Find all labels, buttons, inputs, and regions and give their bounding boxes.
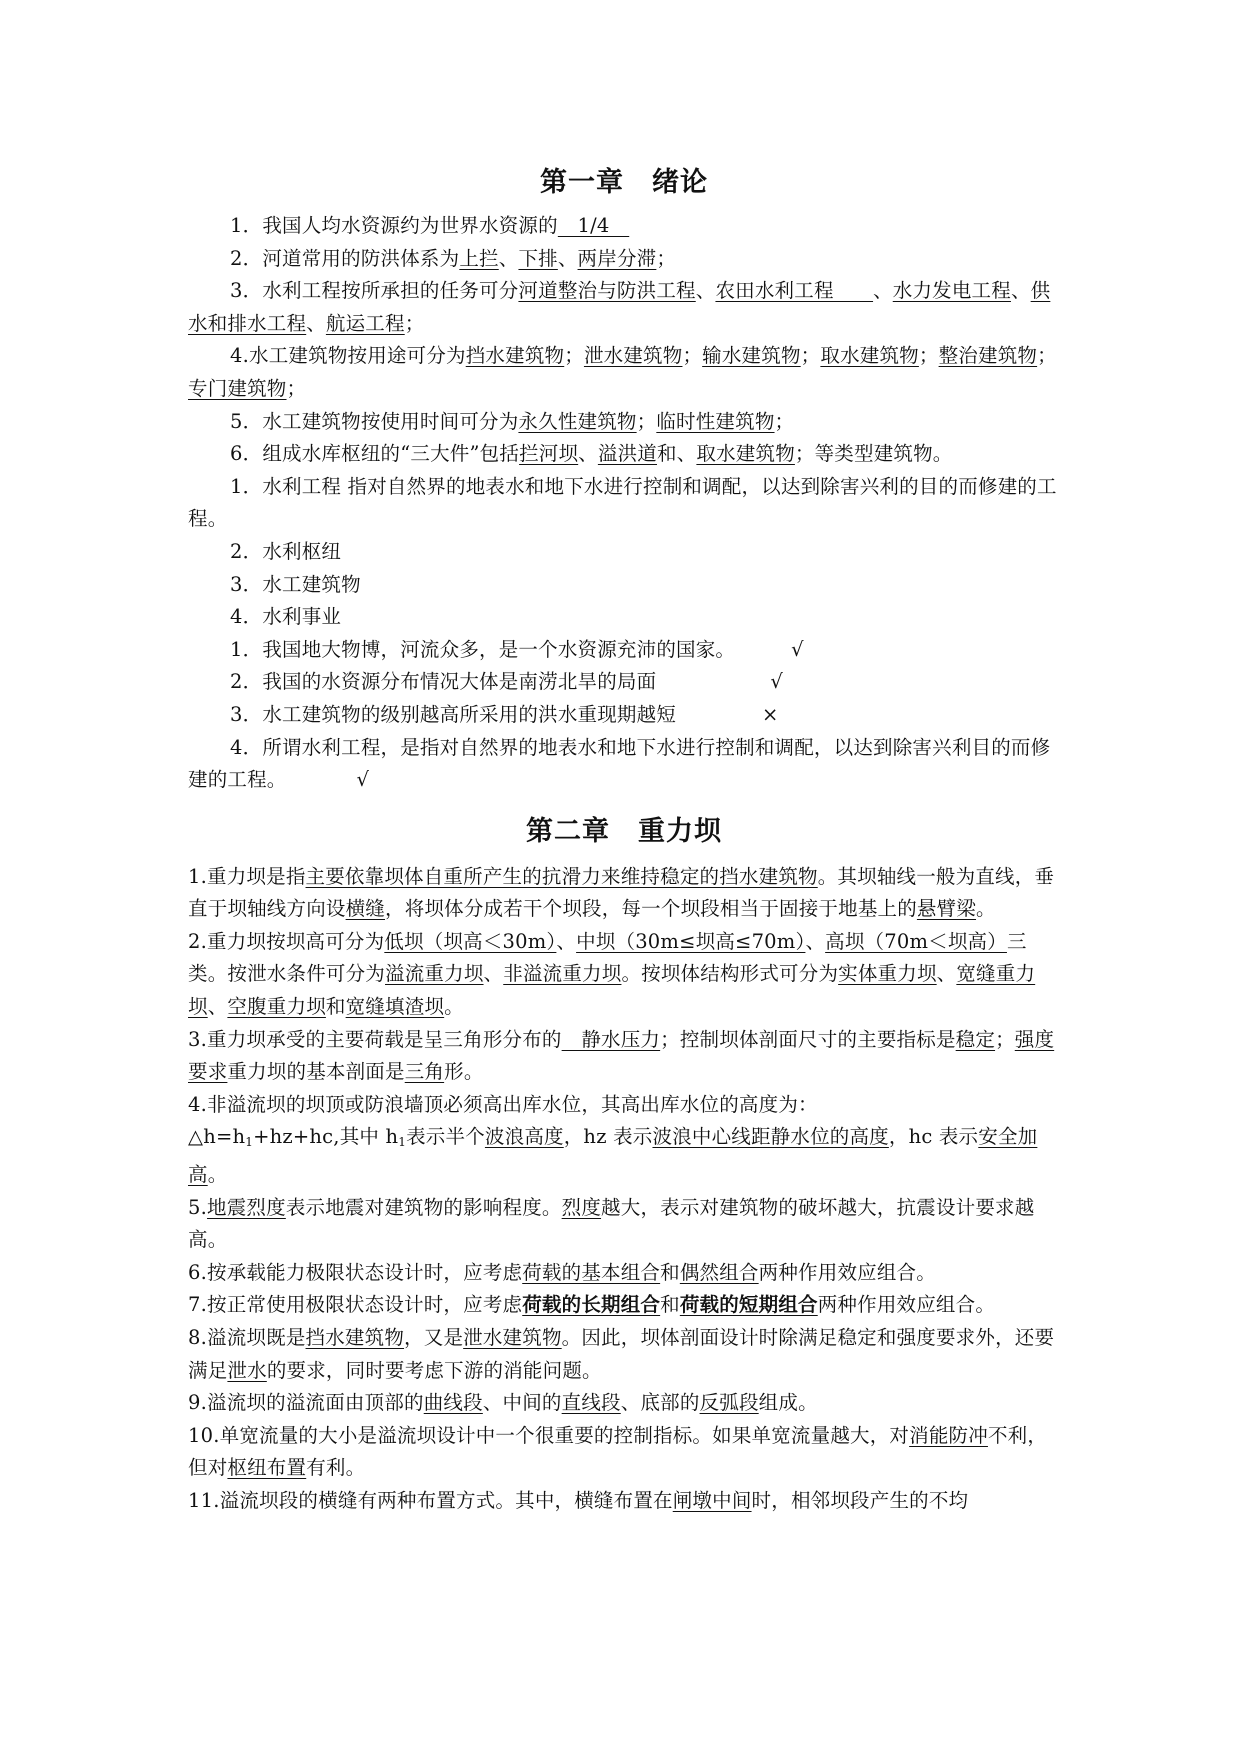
ch2-question-7 xyxy=(188,1289,1060,1322)
text-run: 和 xyxy=(325,995,346,1019)
answer: 宽缝重力坝 xyxy=(188,962,1036,1019)
text-run: ； xyxy=(286,376,307,400)
text-run: 我国地大物博，河流众多，是一个水资源充沛的国家。 xyxy=(262,637,736,661)
text-run: 、 xyxy=(556,929,577,953)
judge-mark: √ xyxy=(356,768,370,792)
answer: 溢洪道 xyxy=(597,442,657,466)
text-run: 2. xyxy=(188,929,208,953)
answer: 消能防冲 xyxy=(909,1423,988,1447)
ch2-question-1 xyxy=(188,861,1060,926)
chapter1-title: 第一章 绪论 xyxy=(540,167,708,198)
judge-mark: √ xyxy=(791,637,804,661)
answer: 宽缝填渣坝 xyxy=(345,995,445,1019)
text-run: ； xyxy=(918,344,939,368)
judge-mark: × xyxy=(762,702,779,726)
text-run: 水工建筑物的级别越高所采用的洪水重现期越短 xyxy=(262,702,677,726)
fill-question-2 xyxy=(188,243,1060,276)
text-run: 越大，表示对建筑物的破坏越大，抗震设计要求越高。 xyxy=(188,1195,1035,1252)
answer: 取水建筑物 xyxy=(696,442,795,466)
text-run: 。其坝轴线一般为直线，垂直于坝轴线方向设 xyxy=(188,864,1055,921)
answer: 波浪高度 xyxy=(484,1125,564,1149)
text-run: ； xyxy=(800,344,821,368)
text-run: 。 xyxy=(976,897,996,921)
text-run: 2． xyxy=(230,539,263,563)
answer: 空腹重力坝 xyxy=(227,995,326,1019)
answer: 农田水利工程 xyxy=(715,279,874,303)
text-run: 、 xyxy=(498,246,519,270)
text-run: 1 xyxy=(245,1135,254,1150)
answer: 泄水 xyxy=(227,1358,267,1382)
answer: 烈度 xyxy=(561,1195,602,1219)
text-run: 2． xyxy=(230,670,263,694)
fill-question-6 xyxy=(188,438,1060,471)
page-content xyxy=(188,160,1060,1518)
ch2-question-6 xyxy=(188,1257,1060,1290)
text-run: 单宽流量的大小是溢流坝设计中一个很重要的控制指标。如果单宽流量越大，对 xyxy=(219,1423,910,1447)
term-3 xyxy=(188,569,1060,602)
fill-question-5 xyxy=(188,406,1060,439)
text-run: ； xyxy=(995,1027,1015,1051)
formula: △h=h xyxy=(188,1125,246,1149)
answer: 取水建筑物 xyxy=(820,344,919,368)
text-run: 。 xyxy=(207,1163,228,1187)
text-run: ；等类型建筑物。 xyxy=(794,442,953,466)
fill-question-1 xyxy=(188,210,1060,243)
text-run: 水工建筑物按使用时间可分为 xyxy=(262,409,519,433)
ch2-question-8 xyxy=(188,1322,1060,1387)
text-run: 的要求，同时要考虑下游的消能问题。 xyxy=(266,1358,602,1382)
fill-question-3 xyxy=(188,275,1060,340)
text-run: 我国人均水资源约为世界水资源的 xyxy=(262,214,558,237)
text-run: ，hz 表示 xyxy=(563,1125,653,1149)
text-run: 有利。 xyxy=(306,1456,366,1480)
ch2-question-3 xyxy=(188,1024,1060,1089)
text-run: 。按坝体结构形式可分为 xyxy=(621,962,839,986)
text-run: 、 xyxy=(805,929,826,953)
answer: 枢纽布置 xyxy=(227,1456,307,1480)
ch2-question-5 xyxy=(188,1192,1060,1257)
answer: 整治建筑物 xyxy=(938,344,1038,368)
text-run: 。 xyxy=(444,995,464,1019)
answer: 波浪中心线距静水位的高度 xyxy=(652,1125,889,1149)
text-run: 5. xyxy=(188,1195,208,1219)
text-run: 表示半个 xyxy=(406,1125,485,1149)
text-run: 3． xyxy=(230,702,263,726)
text-run: 溢流坝的溢流面由顶部的 xyxy=(207,1391,424,1415)
answer: 高坝（70m＜坝高） xyxy=(825,929,1007,953)
text-run: ； xyxy=(656,246,677,270)
answer: 地震烈度 xyxy=(207,1195,286,1219)
term-4 xyxy=(188,601,1060,634)
text-run: 、 xyxy=(936,962,957,986)
text-run: 4. xyxy=(188,1092,208,1116)
answer: 永久性建筑物 xyxy=(518,409,637,433)
text-run: 、中间的 xyxy=(482,1391,562,1415)
text-run: 水利工程按所承担的任务可分 xyxy=(262,279,519,303)
text-run: 3． xyxy=(230,279,263,303)
text-run: ； xyxy=(636,409,657,433)
answer: 荷载的短期组合 xyxy=(679,1293,818,1317)
text-run: 重力坝按坝高可分为 xyxy=(207,929,385,953)
text-run: 6． xyxy=(230,442,263,466)
text-run: 溢流坝段的横缝有两种布置方式。其中，横缝布置在 xyxy=(219,1488,673,1512)
text-run: 9. xyxy=(188,1391,208,1415)
answer: 中坝（30m≤坝高≤70m） xyxy=(576,929,806,953)
judge-mark: √ xyxy=(770,670,783,694)
answer: 偶然组合 xyxy=(679,1260,759,1284)
text-run: ，hc 表示 xyxy=(888,1125,979,1149)
text-run: 1． xyxy=(230,637,263,661)
answer: 临时性建筑物 xyxy=(656,409,775,433)
text-run: 4. xyxy=(230,344,250,368)
answer: 供水和排水工程 xyxy=(188,279,1051,335)
text-run: 、 xyxy=(207,995,228,1019)
text-run: 和 xyxy=(660,1260,680,1284)
answer: 曲线段 xyxy=(423,1391,483,1415)
text-run: 3． xyxy=(230,572,263,596)
text-run: 按正常使用极限状态设计时，应考虑 xyxy=(207,1293,523,1317)
answer: 静水压力 xyxy=(561,1027,661,1051)
answer: 强度要求 xyxy=(188,1027,1055,1084)
text-run: 4． xyxy=(230,605,263,629)
text-run: 不利，但对 xyxy=(188,1423,1048,1480)
text-run: ，又是 xyxy=(404,1326,464,1349)
text-run: 重力坝承受的主要荷载是呈三角形分布的 xyxy=(207,1027,562,1051)
ch2-question-11 xyxy=(188,1485,1060,1518)
answer: 两岸分滞 xyxy=(577,246,657,270)
text-run: +hz+hc,其中 h xyxy=(253,1125,399,1149)
answer: 水力发电工程 xyxy=(892,279,1011,303)
text-run: 、底部的 xyxy=(620,1391,700,1415)
text-run: 形。 xyxy=(444,1060,484,1084)
text-run: ； xyxy=(774,409,795,433)
text-run: 1． xyxy=(230,474,263,498)
text-run: 、 xyxy=(557,246,578,270)
answer: 稳定 xyxy=(955,1027,996,1051)
text-run: 。因此，坝体剖面设计时除满足稳定和强度要求外，还要满足 xyxy=(188,1326,1055,1382)
answer: 三角 xyxy=(404,1060,445,1084)
answer: 挡水建筑物 xyxy=(465,344,565,368)
answer: 输水建筑物 xyxy=(702,344,801,368)
answer: 低坝（坝高＜30m） xyxy=(384,929,557,953)
answer: 反弧段 xyxy=(699,1391,759,1415)
answer: 挡水建筑物 xyxy=(305,1326,405,1349)
ch2-question-2 xyxy=(188,926,1060,1024)
text-run: 水利工程 指对自然界的地表水和地下水进行控制和调配，以达到除害兴利的目的而修建的工程。 xyxy=(188,474,1057,531)
text-run: 水利枢纽 xyxy=(262,539,342,563)
text-run: 6. xyxy=(188,1260,208,1284)
answer: 直线段 xyxy=(561,1391,621,1415)
text-run: 我国的水资源分布情况大体是南涝北旱的局面 xyxy=(262,670,657,694)
answer: 非溢流重力坝 xyxy=(503,962,622,986)
text-run: 10. xyxy=(188,1423,220,1447)
term-1 xyxy=(188,471,1060,536)
text-run: 组成。 xyxy=(758,1391,818,1415)
answer: 拦河坝 xyxy=(519,442,579,466)
text-run: 组成水库枢纽的“三大件”包括 xyxy=(262,442,520,466)
text-run: 5． xyxy=(230,409,263,433)
text-run: 三类。按泄水条件可分为 xyxy=(188,929,1027,986)
judge-3 xyxy=(188,699,1060,732)
ch2-question-10 xyxy=(188,1420,1060,1485)
answer: 安全加高 xyxy=(188,1125,1038,1187)
text-run: 表示地震对建筑物的影响程度。 xyxy=(285,1195,562,1219)
text-run: 重力坝是指 xyxy=(207,864,306,888)
text-run: 时，相邻坝段产生的不均 xyxy=(751,1488,969,1512)
text-run: 非溢流坝的坝顶或防浪墙顶必须高出库水位，其高出库水位的高度为： xyxy=(207,1092,818,1116)
text-run: ，将坝体分成若干个坝段，每一个坝段相当于固接于地基上的 xyxy=(385,897,917,921)
text-run: 两种作用效应组合。 xyxy=(817,1293,996,1317)
text-run: 水利事业 xyxy=(262,605,342,629)
answer: 泄水建筑物 xyxy=(463,1326,562,1349)
answer: 下排 xyxy=(518,246,558,270)
text-run: 溢流坝既是 xyxy=(207,1326,306,1349)
text-run: 8. xyxy=(188,1326,208,1349)
answer: 泄水建筑物 xyxy=(583,344,683,368)
text-run: 1. xyxy=(188,864,208,888)
answer: 航运工程 xyxy=(325,311,405,335)
text-run: 、 xyxy=(695,279,716,303)
text-run: 和 xyxy=(660,1293,680,1317)
answer: 1/4 xyxy=(557,214,630,237)
text-run: 、 xyxy=(306,311,326,335)
answer: 专门建筑物 xyxy=(188,376,287,400)
text-run: 水工建筑物按用途可分为 xyxy=(249,344,466,368)
text-run: 、 xyxy=(578,442,598,466)
text-run: 1 xyxy=(398,1135,407,1150)
text-run: 2． xyxy=(230,246,263,270)
answer: 闸墩中间 xyxy=(672,1488,752,1512)
text-run: 重力坝的基本剖面是 xyxy=(227,1060,405,1084)
text-run: 、 xyxy=(1010,279,1031,303)
text-run: ； xyxy=(564,344,584,368)
text-run: 7. xyxy=(188,1293,208,1317)
text-run: 11. xyxy=(188,1488,220,1512)
text-run: 两种作用效应组合。 xyxy=(758,1260,936,1284)
term-2 xyxy=(188,536,1060,569)
text-run: 4． xyxy=(230,735,263,759)
text-run: 、 xyxy=(483,962,504,986)
answer: 横缝 xyxy=(345,897,386,921)
text-run: 、 xyxy=(873,279,893,303)
chapter2-title: 第二章 重力坝 xyxy=(526,815,722,847)
judge-4 xyxy=(188,732,1060,797)
ch2-question-4 xyxy=(188,1089,1060,1192)
answer: 荷载的基本组合 xyxy=(522,1260,661,1284)
text-run: 所谓水利工程，是指对自然界的地表水和地下水进行控制和调配，以达到除害兴利目的而修建的工程。 xyxy=(188,735,1051,792)
answer: 悬臂梁 xyxy=(916,897,977,921)
ch2-question-9 xyxy=(188,1387,1060,1420)
answer: 实体重力坝 xyxy=(838,962,937,986)
answer: 河道整治与防洪工程 xyxy=(518,279,696,303)
text-run: 1． xyxy=(230,214,263,237)
fill-question-4 xyxy=(188,340,1060,405)
text-run: ； xyxy=(1037,344,1057,368)
text-run: 和、 xyxy=(656,442,697,466)
text-run: 3. xyxy=(188,1027,208,1051)
text-run: 水工建筑物 xyxy=(262,572,361,596)
text-run: 按承载能力极限状态设计时，应考虑 xyxy=(207,1260,523,1284)
text-run: ；控制坝体剖面尺寸的主要指标是 xyxy=(660,1027,956,1051)
answer: 上拦 xyxy=(459,246,499,270)
judge-1 xyxy=(188,634,1060,667)
answer: 主要依靠坝体自重所产生的抗滑力来维持稳定的挡水建筑物 xyxy=(305,864,818,888)
answer: 荷载的长期组合 xyxy=(522,1293,661,1317)
text-run: ； xyxy=(404,311,425,335)
text-run: ； xyxy=(682,344,703,368)
text-run: 河道常用的防洪体系为 xyxy=(262,246,460,270)
answer: 溢流重力坝 xyxy=(385,962,484,986)
judge-2 xyxy=(188,666,1060,699)
